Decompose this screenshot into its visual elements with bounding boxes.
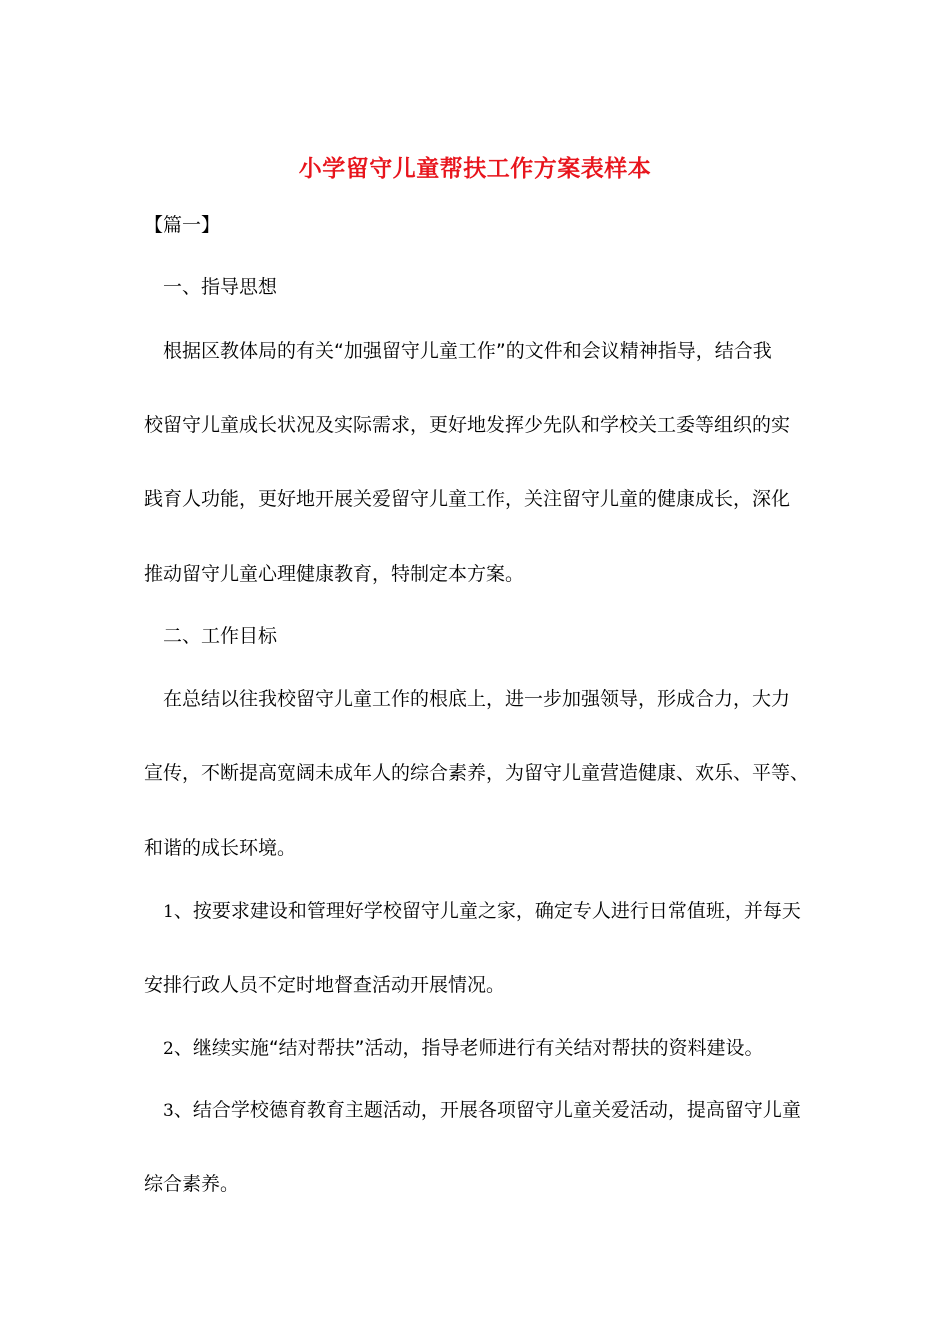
paragraph-line: 校留守儿童成长状况及实际需求，更好地发挥少先队和学校关工委等组织的实 [144, 414, 791, 436]
list-item-continuation: 综合素养。 [144, 1173, 240, 1195]
list-item-number: 3 [163, 1101, 174, 1121]
section-heading-guiding-thought: 一、指导思想 [163, 276, 278, 298]
list-item-3 [163, 1098, 801, 1123]
list-item-number: 2 [163, 1039, 174, 1059]
list-item-2 [163, 1036, 764, 1061]
paragraph-line: 在总结以往我校留守儿童工作的根底上，进一步加强领导，形成合力，大力 [163, 688, 791, 710]
list-item-1 [163, 899, 801, 924]
paragraph-line: 和谐的成长环境。 [144, 837, 297, 859]
paragraph-line: 践育人功能，更好地开展关爱留守儿童工作，关注留守儿童的健康成长，深化 [144, 488, 791, 510]
part-label: 【篇一】 [144, 214, 221, 236]
document-title: 小学留守儿童帮扶工作方案表样本 [298, 155, 652, 182]
list-item-text: 、按要求建设和管理好学校留守儿童之家，确定专人进行日常值班，并每天 [173, 900, 801, 922]
list-item-continuation: 安排行政人员不定时地督查活动开展情况。 [144, 974, 506, 996]
paragraph-line: 根据区教体局的有关“加强留守儿童工作”的文件和会议精神指导，结合我 [163, 340, 772, 362]
list-item-text: 、结合学校德育教育主题活动，开展各项留守儿童关爱活动，提高留守儿童 [173, 1099, 801, 1121]
section-heading-work-goals: 二、工作目标 [163, 625, 278, 647]
list-item-text: 、继续实施“结对帮扶”活动，指导老师进行有关结对帮扶的资料建设。 [173, 1037, 764, 1059]
paragraph-line: 推动留守儿童心理健康教育，特制定本方案。 [144, 563, 525, 585]
paragraph-line: 宣传，不断提高宽阔未成年人的综合素养，为留守儿童营造健康、欢乐、平等、 [144, 762, 810, 784]
list-item-number: 1 [163, 902, 174, 922]
